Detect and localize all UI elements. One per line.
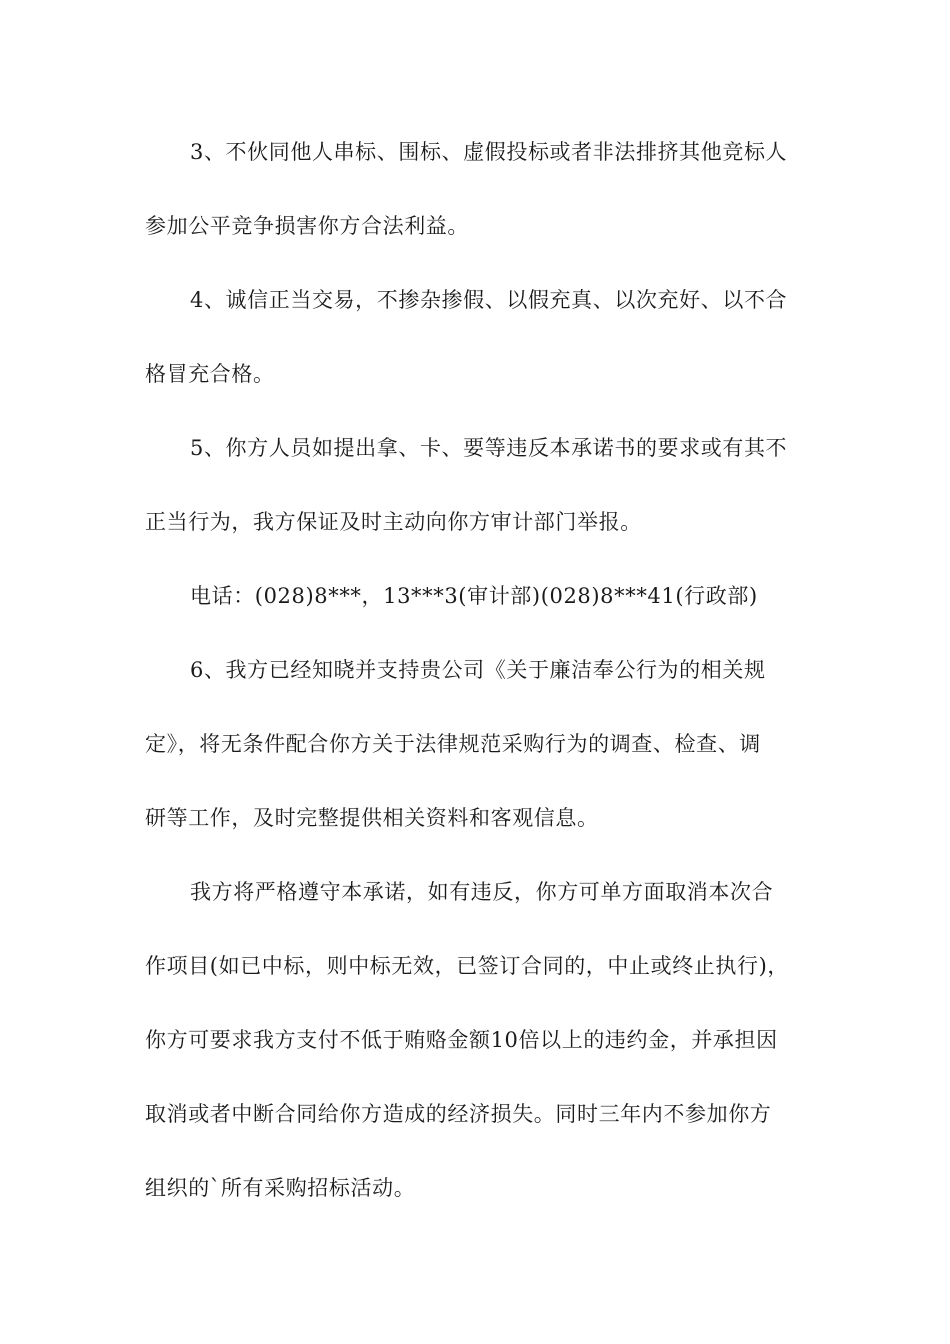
paragraph-4-line-1: 4、诚信正当交易，不掺杂掺假、以假充真、以次充好、以不合: [190, 288, 788, 312]
paragraph-6-line-3: 研等工作，及时完整提供相关资料和客观信息。: [145, 806, 599, 830]
phone-line: 电话：(028)8***，13***3(审计部)(028)8***41(行政部): [190, 584, 758, 608]
closing-paragraph-line-5: 组织的`所有采购招标活动。: [145, 1176, 416, 1200]
paragraph-6-line-2: 定》，将无条件配合你方关于法律规范采购行为的调查、检查、调: [145, 732, 761, 756]
closing-paragraph-line-2: 作项目(如已中标，则中标无效，已签订合同的，中止或终止执行)，: [145, 954, 789, 978]
closing-paragraph-line-1: 我方将严格遵守本承诺，如有违反，你方可单方面取消本次合: [190, 880, 774, 904]
paragraph-6-line-1: 6、我方已经知晓并支持贵公司《关于廉洁奉公行为的相关规: [190, 658, 766, 682]
closing-paragraph-line-4: 取消或者中断合同给你方造成的经济损失。同时三年内不参加你方: [145, 1102, 772, 1126]
paragraph-4-line-2: 格冒充合格。: [145, 362, 275, 386]
paragraph-5-line-2: 正当行为，我方保证及时主动向你方审计部门举报。: [145, 510, 642, 534]
closing-paragraph-line-3: 你方可要求我方支付不低于贿赂金额10倍以上的违约金，并承担因: [145, 1028, 778, 1052]
paragraph-3-line-1: 3、不伙同他人串标、围标、虚假投标或者非法排挤其他竞标人: [190, 140, 788, 164]
paragraph-5-line-1: 5、你方人员如提出拿、卡、要等违反本承诺书的要求或有其不: [190, 436, 788, 460]
paragraph-3-line-2: 参加公平竞争损害你方合法利益。: [145, 214, 469, 238]
